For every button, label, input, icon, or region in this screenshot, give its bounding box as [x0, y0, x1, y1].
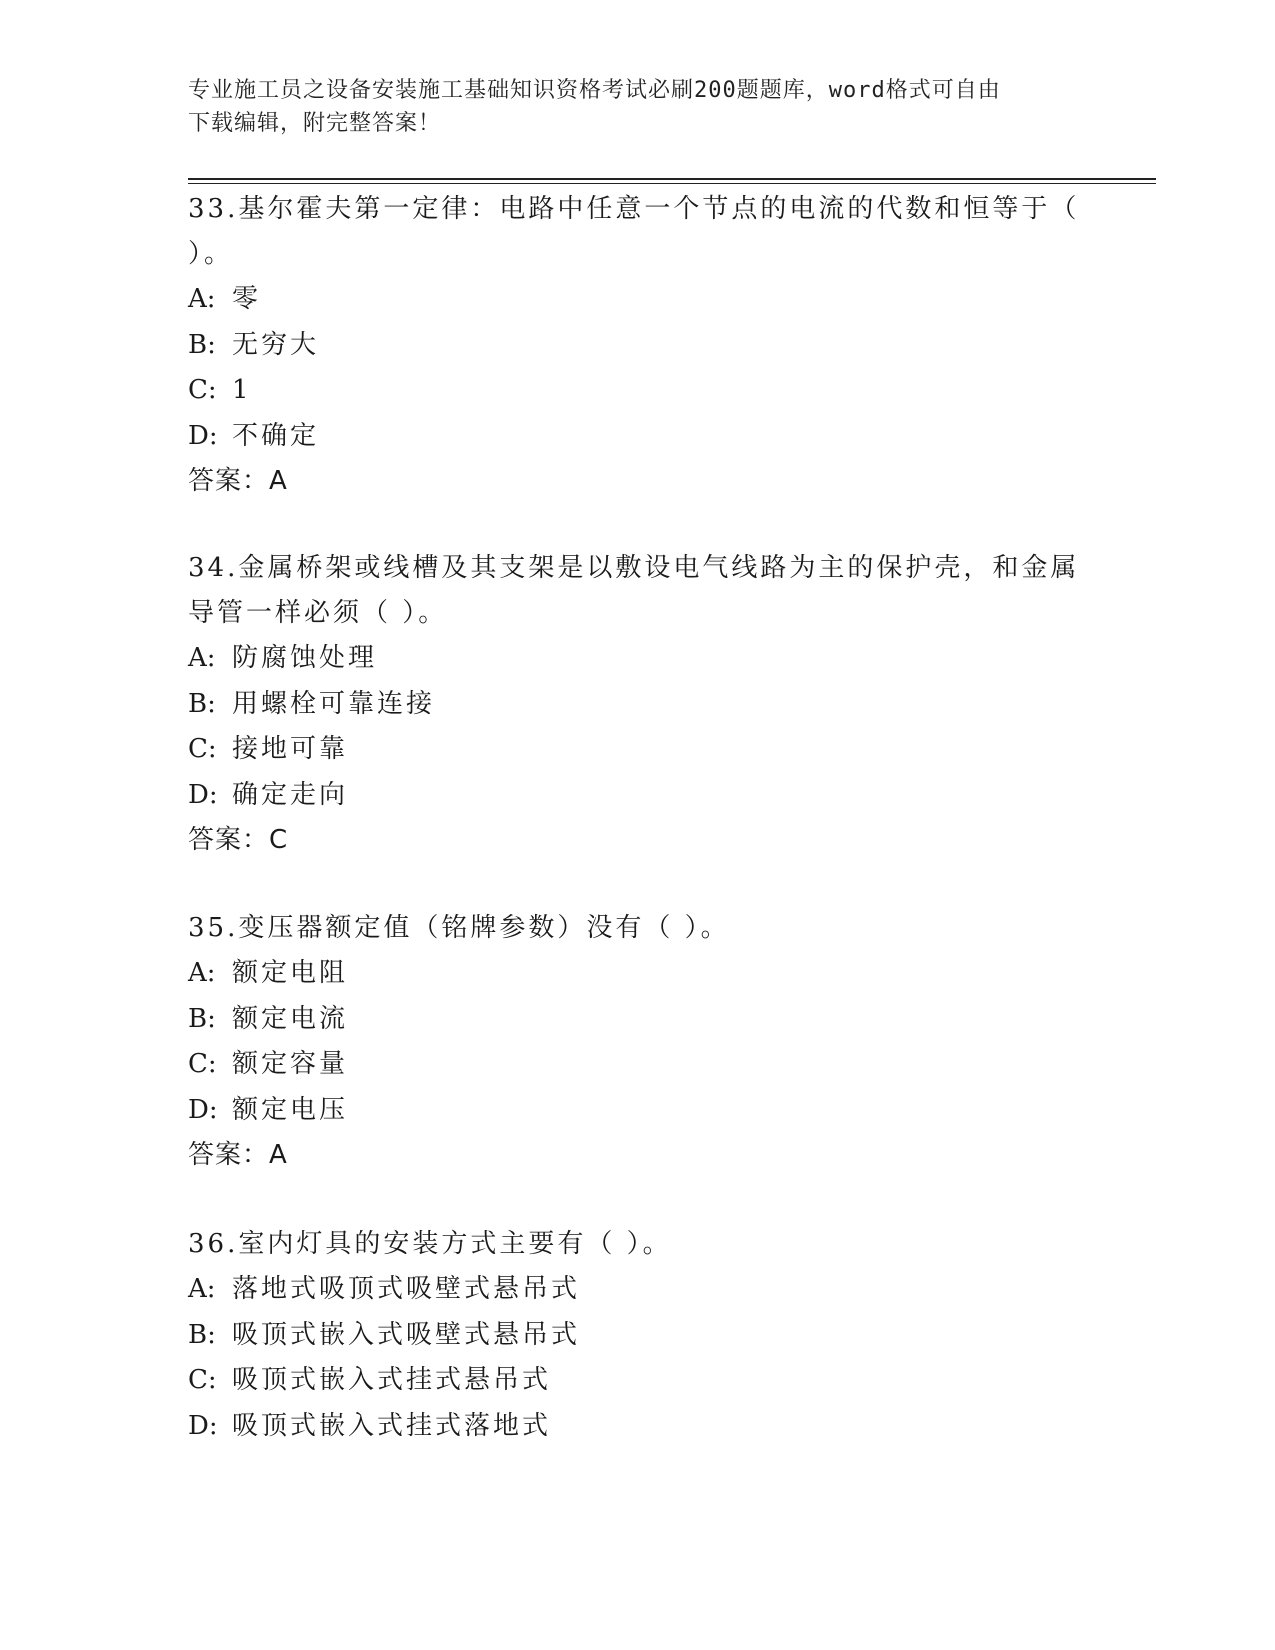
option-text: 用螺栓可靠连接: [232, 688, 436, 719]
option-b: [188, 997, 1088, 1043]
question-stem-line: 35.变压器额定值（铭牌参数）没有（ ）。: [188, 913, 730, 943]
question-stem-line: 33.基尔霍夫第一定律：电路中任意一个节点的电流的代数和恒等于（: [188, 194, 1080, 224]
option-letter: B:: [188, 1319, 216, 1350]
option-c: [188, 727, 1088, 773]
option-letter: D:: [188, 1094, 218, 1125]
option-text: 确定走向: [232, 779, 349, 810]
option-letter: C:: [188, 1049, 217, 1079]
option-text: 1: [232, 375, 252, 405]
question-stem-line: 导管一样必须（ ）。: [188, 598, 448, 628]
question-stem-line: ）。: [188, 239, 234, 269]
option-text: 额定电流: [232, 1003, 349, 1034]
option-letter: D:: [188, 1410, 218, 1441]
option-text: 额定电阻: [232, 958, 349, 988]
option-c: [188, 1358, 1088, 1404]
question-35: [188, 906, 1088, 1178]
option-letter: C:: [188, 1365, 217, 1395]
option-a: [188, 277, 1088, 323]
option-letter: A:: [188, 284, 216, 314]
question-34: [188, 546, 1088, 863]
option-b: [188, 1313, 1088, 1359]
option-text: 额定容量: [232, 1049, 349, 1079]
option-d: [188, 1088, 1088, 1134]
option-c: [188, 368, 1088, 414]
option-letter: A:: [188, 1274, 216, 1304]
option-a: [188, 951, 1088, 997]
question-33: [188, 187, 1088, 504]
option-text: 零: [232, 284, 262, 314]
option-text: 吸顶式嵌入式吸壁式悬吊式: [232, 1319, 581, 1350]
header-divider-thick: [188, 178, 1156, 180]
option-letter: C:: [188, 734, 217, 764]
option-a: [188, 1267, 1088, 1313]
option-letter: B:: [188, 329, 216, 360]
option-letter: B:: [188, 1003, 216, 1034]
question-36: [188, 1222, 1088, 1449]
header-divider-thin: [188, 183, 1156, 184]
question-stem-line: 34.金属桥架或线槽及其支架是以敷设电气线路为主的保护壳，和金属: [188, 553, 1080, 583]
option-text: 无穷大: [232, 329, 320, 360]
option-c: [188, 1042, 1088, 1088]
option-text: 接地可靠: [232, 734, 349, 764]
option-letter: A:: [188, 958, 216, 988]
option-text: 防腐蚀处理: [232, 643, 378, 673]
option-b: [188, 323, 1088, 369]
option-letter: D:: [188, 420, 218, 451]
option-a: [188, 636, 1088, 682]
option-text: 落地式吸顶式吸壁式悬吊式: [232, 1274, 581, 1304]
option-text: 吸顶式嵌入式挂式悬吊式: [232, 1365, 552, 1395]
answer-line: 答案：A: [188, 1140, 288, 1170]
option-letter: B:: [188, 688, 216, 719]
header-line-2: 下载编辑，附完整答案！: [188, 111, 442, 136]
option-letter: D:: [188, 779, 218, 810]
document-header: [188, 74, 1068, 140]
answer-line: 答案：C: [188, 825, 289, 855]
question-stem-line: 36.室内灯具的安装方式主要有（ ）。: [188, 1229, 672, 1259]
option-text: 额定电压: [232, 1094, 349, 1125]
option-d: [188, 773, 1088, 819]
answer-line: 答案：A: [188, 466, 288, 496]
option-text: 吸顶式嵌入式挂式落地式: [232, 1410, 552, 1441]
option-b: [188, 682, 1088, 728]
option-letter: C:: [188, 375, 217, 405]
option-text: 不确定: [232, 420, 320, 451]
option-d: [188, 1404, 1088, 1450]
header-line-1: 专业施工员之设备安装施工基础知识资格考试必刷200题题库，word格式可自由: [188, 78, 1001, 103]
option-letter: A:: [188, 643, 216, 673]
option-d: [188, 414, 1088, 460]
